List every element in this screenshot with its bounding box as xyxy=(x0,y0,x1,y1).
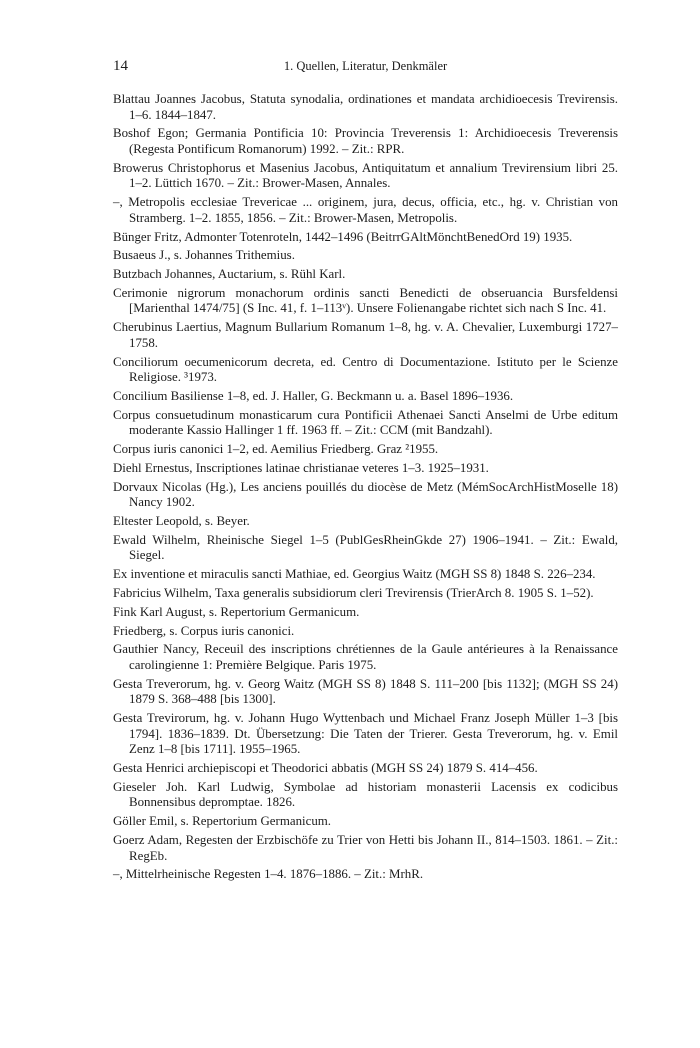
bibliography-entry: –, Mittelrheinische Regesten 1–4. 1876–1886. – Zit.: MrhR. xyxy=(113,867,424,882)
bibliography-entry: Fink Karl August, s. Repertorium Germanicum. xyxy=(113,604,360,619)
bibliography-entry: Corpus iuris canonici 1–2, ed. Aemilius Friedberg. Graz ²1955. xyxy=(113,442,439,457)
running-title: 1. Quellen, Literatur, Denkmäler xyxy=(283,59,448,73)
bibliography-entry: Ex inventione et miraculis sancti Mathiae, ed. Georgius Waitz (MGH SS 8) 1848 S. 226–234. xyxy=(113,567,596,582)
bibliography-entry: Boshof Egon; Germania Pontificia 10: Provincia Treverensis 1: Archidioecesis Treverensis (Regesta Pontificum Romanorum) 1992. – Zit.: RPR. xyxy=(113,126,618,156)
bibliography-entry: Conciliorum oecumenicorum decreta, ed. Centro di Documentazione. Istituto per le Scienze Religiose. ³1973. xyxy=(113,354,618,385)
bibliography-entry: Corpus consuetudinum monasticarum cura Pontificii Athenaei Sancti Anselmi de Urbe editum moderante Kassio Hallinger 1 ff. 1963 ff. – Zit.: CCM (mit Bandzahl). xyxy=(113,407,618,438)
bibliography-entry: Gesta Henrici archiepiscopi et Theodorici abbatis (MGH SS 24) 1879 S. 414–456. xyxy=(113,761,538,776)
bibliography-entry: –, Metropolis ecclesiae Trevericae ... originem, jura, decus, officia, etc., hg. v. Christian von Stramberg. 1–2. 1855, 1856. – Zit.: Brower-Masen, Metropolis. xyxy=(113,195,618,225)
bibliography-entry: Ewald Wilhelm, Rheinische Siegel 1–5 (PublGesRheinGkde 27) 1906–1941. – Zit.: Ewald, Siegel. xyxy=(113,532,618,563)
bibliography-entry: Gesta Trevirorum, hg. v. Johann Hugo Wyttenbach und Michael Franz Joseph Müller 1–3 [bis 1794]. 1836–1839. Dt. Übersetzung: Die Taten der Trierer. Gesta Treverorum, hg. v. Emil Zenz 1–8 [bis 1711]. 1955–1965. xyxy=(113,711,618,757)
bibliography-entry: Friedberg, s. Corpus iuris canonici. xyxy=(113,623,295,638)
bibliography-entry: Cerimonie nigrorum monachorum ordinis sancti Benedicti de obseruancia Bursfeldensi [Marienthal 1474/75] (S Inc. 41, f. 1–113ᵛ). Unsere Folienangabe richtet sich nach S Inc. 41. xyxy=(113,285,618,316)
bibliography-entry: Dorvaux Nicolas (Hg.), Les anciens pouillés du diocèse de Metz (MémSocArchHistMoselle 18) Nancy 1902. xyxy=(113,479,618,510)
page-number: 14 xyxy=(113,58,128,74)
page-header xyxy=(113,56,618,76)
bibliography-entry: Eltester Leopold, s. Beyer. xyxy=(113,514,250,529)
bibliography-entry: Cherubinus Laertius, Magnum Bullarium Romanum 1–8, hg. v. A. Chevalier, Luxemburgi 1727–1758. xyxy=(113,320,618,350)
bibliography-entry: Concilium Basiliense 1–8, ed. J. Haller, G. Beckmann u. a. Basel 1896–1936. xyxy=(113,388,514,403)
bibliography-entry: Gieseler Joh. Karl Ludwig, Symbolae ad historiam monasterii Lacensis ex codicibus Bonnensibus depromptae. 1826. xyxy=(113,779,618,810)
document-page xyxy=(113,56,618,886)
bibliography-entry: Gauthier Nancy, Receuil des inscriptions chrétiennes de la Gaule antérieures à la Renaissance carolingienne 1: Première Belgique. Paris 1975. xyxy=(113,642,618,672)
bibliography-entry: Browerus Christophorus et Masenius Jacobus, Antiquitatum et annalium Trevirensium libri 25. 1–2. Lüttich 1670. – Zit.: Brower-Masen, Annales. xyxy=(113,160,618,191)
bibliography-entry: Blattau Joannes Jacobus, Statuta synodalia, ordinationes et mandata archidioecesis Trevirensis. 1–6. 1844–1847. xyxy=(113,92,618,122)
bibliography-entry: Butzbach Johannes, Auctarium, s. Rühl Karl. xyxy=(113,267,346,282)
bibliography-entry: Fabricius Wilhelm, Taxa generalis subsidiorum cleri Trevirensis (TrierArch 8. 1905 S. 1–52). xyxy=(113,586,594,600)
bibliography-entry: Goerz Adam, Regesten der Erzbischöfe zu Trier von Hetti bis Johann II., 814–1503. 1861. – Zit.: RegEb. xyxy=(113,833,618,863)
bibliography-entry: Bünger Fritz, Admonter Totenroteln, 1442–1496 (BeitrrGAltMönchtBenedOrd 19) 1935. xyxy=(113,229,573,244)
bibliography-entry: Gesta Treverorum, hg. v. Georg Waitz (MGH SS 8) 1848 S. 111–200 [bis 1132]; (MGH SS 24) 1879 S. 368–488 [bis 1300]. xyxy=(113,676,618,707)
bibliography-list xyxy=(113,92,618,883)
bibliography-entry: Göller Emil, s. Repertorium Germanicum. xyxy=(113,814,332,829)
bibliography-entry: Busaeus J., s. Johannes Trithemius. xyxy=(113,248,295,263)
bibliography-entry: Diehl Ernestus, Inscriptiones latinae christianae veteres 1–3. 1925–1931. xyxy=(113,460,489,475)
